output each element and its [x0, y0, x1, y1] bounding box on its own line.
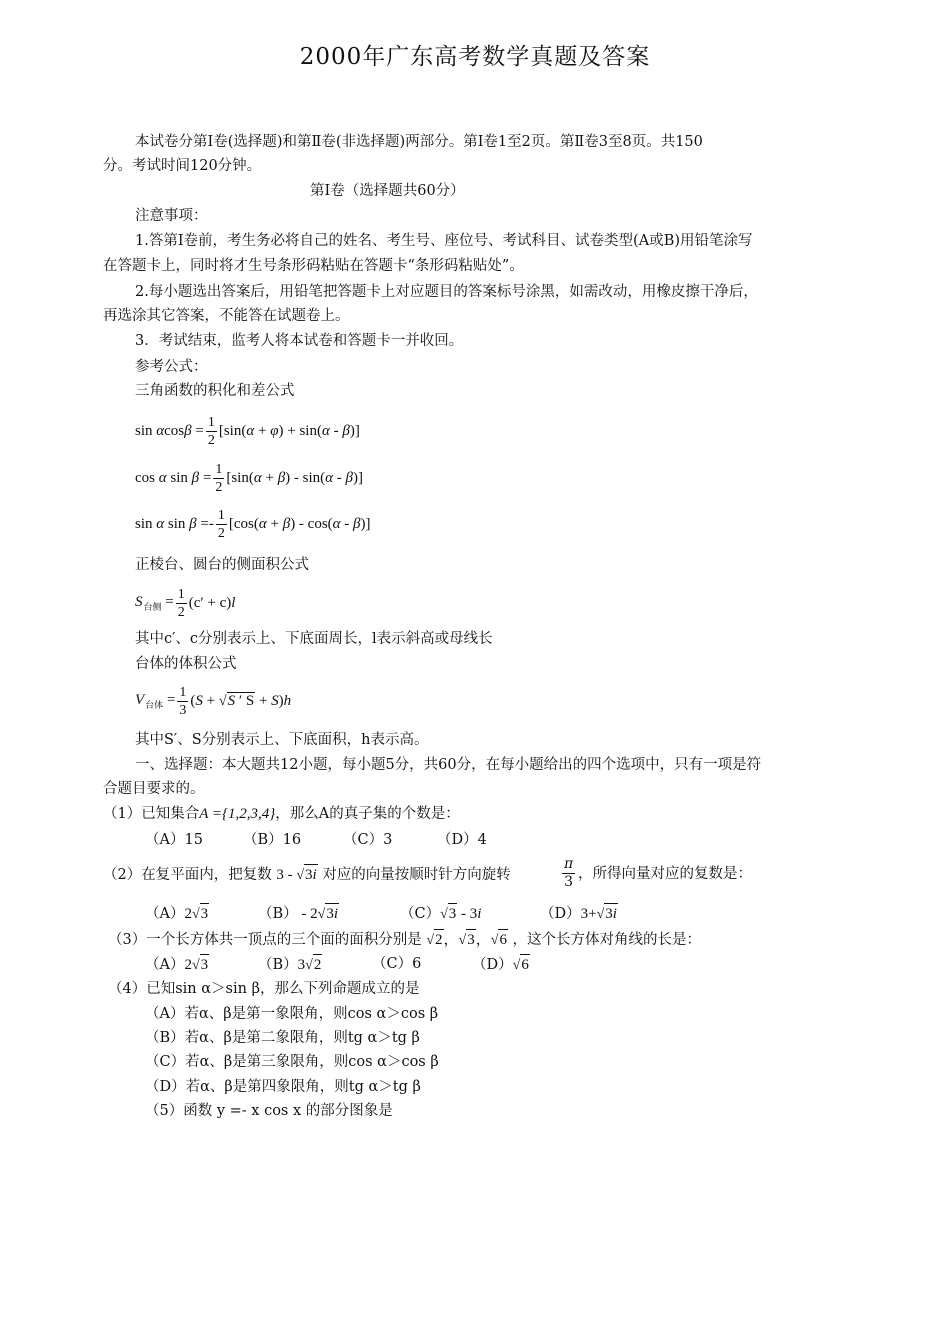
frustum-volume-note: 其中S′、S分别表示上、下底面积，h表示高。	[135, 732, 429, 748]
frustum-area-heading: 正棱台、圆台的侧面积公式	[135, 557, 309, 573]
trig-formula-heading: 三角函数的积化和差公式	[135, 383, 295, 399]
frustum-volume-heading: 台体的体积公式	[135, 656, 237, 672]
note-1-line-2: 在答题卡上，同时将才生号条形码粘贴在答题卡“条形码粘贴处”。	[103, 258, 524, 274]
question-1-option-a: （A）15	[145, 832, 203, 848]
question-3-stem: （3）一个长方体共一顶点的三个面的面积分别是 √2，√3，√6 ，这个长方体对角线的长是：	[108, 929, 701, 951]
part1-heading: 第Ⅰ卷（选择题共60分）	[310, 183, 465, 199]
question-5-stem: （5）函数 y =- x cos x 的部分图象是	[145, 1103, 393, 1119]
intro-text-line-2: 分。考试时间120分钟。	[103, 158, 262, 174]
note-1-line-1: 1.答第Ⅰ卷前，考生务必将自己的姓名、考生号、座位号、考试科目、试卷类型(A或B)用铅笔涂写	[135, 233, 753, 249]
question-4-option-a: （A）若α、β是第一象限角，则cos α＞cos β	[145, 1006, 439, 1022]
question-4-option-d: （D）若α、β是第四象限角，则tg α＞tg β	[145, 1079, 421, 1095]
question-1-option-c: （C）3	[343, 832, 393, 848]
question-1-set: A ={1,2,3,4}	[199, 806, 276, 822]
question-1-option-b: （B）16	[243, 832, 302, 848]
frustum-area-note: 其中c′、c分别表示上、下底面周长，l表示斜高或母线长	[135, 631, 493, 647]
question-1-stem	[103, 804, 460, 824]
question-2-stem	[103, 864, 511, 888]
question-4-option-c: （C）若α、β是第三象限角，则cos α＞cos β	[145, 1054, 439, 1070]
question-2-option-c: （C）√3 - 3i	[400, 903, 481, 925]
question-2-stem-b: 对应的向量按顺时针方向旋转	[322, 867, 511, 883]
formula-cos-sin: cos α sin β = $\frac{1}{2}$ [sin(α + β) - sin(α - β)]	[135, 461, 364, 495]
question-3-option-d: （D）√6	[472, 954, 530, 976]
question-2-option-b: （B） - 2√3i	[258, 903, 339, 925]
question-4-option-b: （B）若α、β是第二象限角，则tg α＞tg β	[145, 1030, 420, 1046]
question-2-angle: $\frac{\pi}{3}$	[564, 856, 574, 890]
question-3-option-a: （A）2√3	[145, 954, 209, 976]
question-3-stem-b: ，这个长方体对角线的长是：	[512, 932, 702, 948]
question-3-stem-a: （3）一个长方体共一顶点的三个面的面积分别是	[108, 932, 422, 948]
page-title: 2000年广东高考数学真题及答案	[299, 44, 651, 70]
formula-sin-cos: sin αcosβ = $\frac{1}{2}$ [sin(α + φ) + sin(α - β)]	[135, 414, 360, 448]
question-1-stem-b: ，那么A的真子集的个数是：	[275, 806, 460, 822]
question-2-complex: 3 - √3i	[276, 867, 317, 883]
question-3-option-b: （B）3√2	[258, 954, 322, 976]
section1-text-line-1: 一、选择题：本大题共12小题，每小题5分，共60分，在每小题给出的四个选项中，只有一项是符	[135, 757, 762, 773]
question-4-stem: （4）已知sin α＞sin β，那么下列命题成立的是	[108, 981, 420, 997]
note-3: 3．考试结束，监考人将本试卷和答题卡一并收回。	[135, 333, 464, 349]
reference-heading: 参考公式：	[135, 359, 208, 375]
question-1-stem-a: （1）已知集合	[103, 806, 200, 822]
question-2-option-d: （D）3+√3i	[540, 903, 618, 925]
notes-heading: 注意事项：	[135, 208, 208, 224]
question-2-option-a: （A）2√3	[145, 903, 209, 925]
question-2-stem-c: ，所得向量对应的复数是：	[578, 866, 752, 882]
formula-frustum-volume: $V_{台体}$ = $\frac{1}{3}$ (S + √S ′ S + S)h	[135, 684, 292, 718]
note-2-line-1: 2.每小题选出答案后，用铅笔把答题卡上对应题目的答案标号涂黑，如需改动，用橡皮擦干净后，	[135, 284, 758, 300]
note-2-line-2: 再选涂其它答案，不能答在试题卷上。	[103, 308, 350, 324]
question-3-option-c: （C）6	[372, 956, 422, 972]
question-1-option-d: （D）4	[437, 832, 487, 848]
section1-text-line-2: 合题目要求的。	[103, 781, 205, 797]
question-2-stem-a: （2）在复平面内，把复数	[103, 867, 272, 883]
formula-frustum-area: $S_{台侧}$ = $\frac{1}{2}$ (c′ + c)l	[135, 586, 236, 620]
formula-sin-sin: sin α sin β =- $\frac{1}{2}$ [cos(α + β) - cos(α - β)]	[135, 507, 371, 541]
intro-text-line-1: 本试卷分第Ⅰ卷(选择题)和第Ⅱ卷(非选择题)两部分。第Ⅰ卷1至2页。第Ⅱ卷3至8页。共150	[135, 134, 703, 150]
